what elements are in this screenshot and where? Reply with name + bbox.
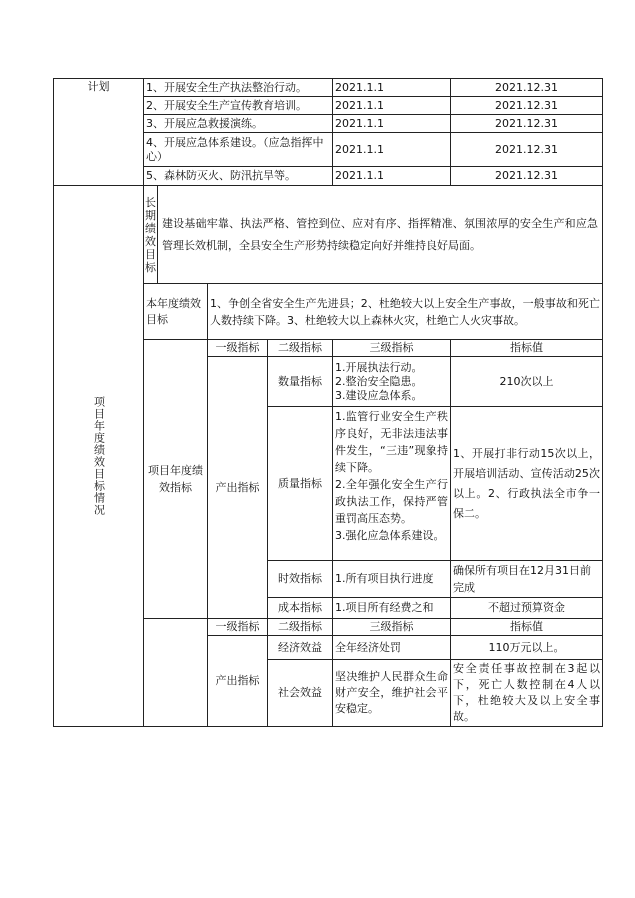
header2-level2: 二级指标 [268, 619, 333, 636]
plan-row [54, 79, 603, 97]
quantity-value: 210次以上 [451, 357, 603, 407]
output2-label: 产出指标 [208, 636, 268, 727]
plan-end: 2021.12.31 [451, 79, 603, 97]
blank-cell [144, 619, 208, 727]
quantity-items [333, 357, 451, 407]
quantity-item: 3.建设应急体系。 [335, 388, 423, 402]
quantity-item: 1.开展执法行动。 [335, 360, 423, 374]
quality-item: 3.强化应急体系建设。 [335, 529, 445, 542]
plan-start: 2021.1.1 [333, 97, 451, 115]
output-label: 产出指标 [208, 357, 268, 619]
plan-task: 5、森林防灭火、防汛抗旱等。 [144, 167, 333, 186]
long-term-label: 长期绩效目标 [145, 195, 156, 274]
long-term-text: 建设基础牢靠、执法严格、管控到位、应对有序、指挥精准、氛围浓厚的安全生产和应急管理长效机制，全县安全生产形势持续稳定向好并维持良好局面。 [158, 186, 603, 284]
cost-value: 不超过预算资金 [451, 598, 603, 619]
plan-task: 4、开展应急体系建设。（应急指挥中心） [144, 133, 333, 167]
economic-value: 110万元以上。 [451, 636, 603, 660]
economic-label: 经济效益 [268, 636, 333, 660]
quality-label: 质量指标 [268, 407, 333, 561]
plan-start: 2021.1.1 [333, 79, 451, 97]
timeliness-value: 确保所有项目在12月31日前完成 [451, 561, 603, 598]
long-term-label-cell [144, 186, 158, 284]
indicators-label: 项目年度绩效指标 [144, 340, 208, 619]
plan-end: 2021.12.31 [451, 167, 603, 186]
social-label: 社会效益 [268, 660, 333, 727]
plan-task: 1、开展安全生产执法整治行动。 [144, 79, 333, 97]
plan-end: 2021.12.31 [451, 115, 603, 133]
long-term-row [54, 186, 603, 284]
header2-value: 指标值 [451, 619, 603, 636]
quality-item: 2.全年强化安全生产行政执法工作，保持严管重罚高压态势。 [335, 478, 448, 525]
social-value: 安全责任事故控制在3起以下，死亡人数控制在4人以下，杜绝较大及以上安全事故。 [451, 660, 603, 727]
plan-label: 计划 [54, 79, 144, 186]
quantity-label: 数量指标 [268, 357, 333, 407]
header-level1: 一级指标 [208, 340, 268, 357]
timeliness-item: 1.所有项目执行进度 [333, 561, 451, 598]
section-label-cell [54, 186, 144, 727]
timeliness-label: 时效指标 [268, 561, 333, 598]
annual-label: 本年度绩效目标 [144, 284, 208, 340]
header2-level1: 一级指标 [208, 619, 268, 636]
plan-task: 3、开展应急救援演练。 [144, 115, 333, 133]
plan-end: 2021.12.31 [451, 133, 603, 167]
header-level3: 三级指标 [333, 340, 451, 357]
plan-start: 2021.1.1 [333, 133, 451, 167]
header2-level3: 三级指标 [333, 619, 451, 636]
section-label: 项目年度绩效目标情况 [92, 396, 106, 516]
economic-item: 全年经济处罚 [333, 636, 451, 660]
plan-start: 2021.1.1 [333, 115, 451, 133]
plan-end: 2021.12.31 [451, 97, 603, 115]
social-item: 坚决维护人民群众生命财产安全，维护社会平安稳定。 [333, 660, 451, 727]
plan-start: 2021.1.1 [333, 167, 451, 186]
cost-label: 成本指标 [268, 598, 333, 619]
header-value: 指标值 [451, 340, 603, 357]
plan-task: 2、开展安全生产宣传教育培训。 [144, 97, 333, 115]
quality-value: 1、开展打非行动15次以上，开展培训活动、宣传活动25次以上。2、行政执法全市争一保二。 [451, 407, 603, 561]
header-level2: 二级指标 [268, 340, 333, 357]
cost-item: 1.项目所有经费之和 [333, 598, 451, 619]
quality-items [333, 407, 451, 561]
quality-item: 1.监管行业安全生产秩序良好，无非法违法事件发生，“三违”现象持续下降。 [335, 410, 448, 474]
performance-table [53, 78, 603, 727]
quantity-item: 2.整治安全隐患。 [335, 374, 423, 388]
annual-text: 1、争创全省安全生产先进县；2、杜绝较大以上安全生产事故，一般事故和死亡人数持续下降。3、杜绝较大以上森林火灾，杜绝亡人火灾事故。 [208, 284, 603, 340]
